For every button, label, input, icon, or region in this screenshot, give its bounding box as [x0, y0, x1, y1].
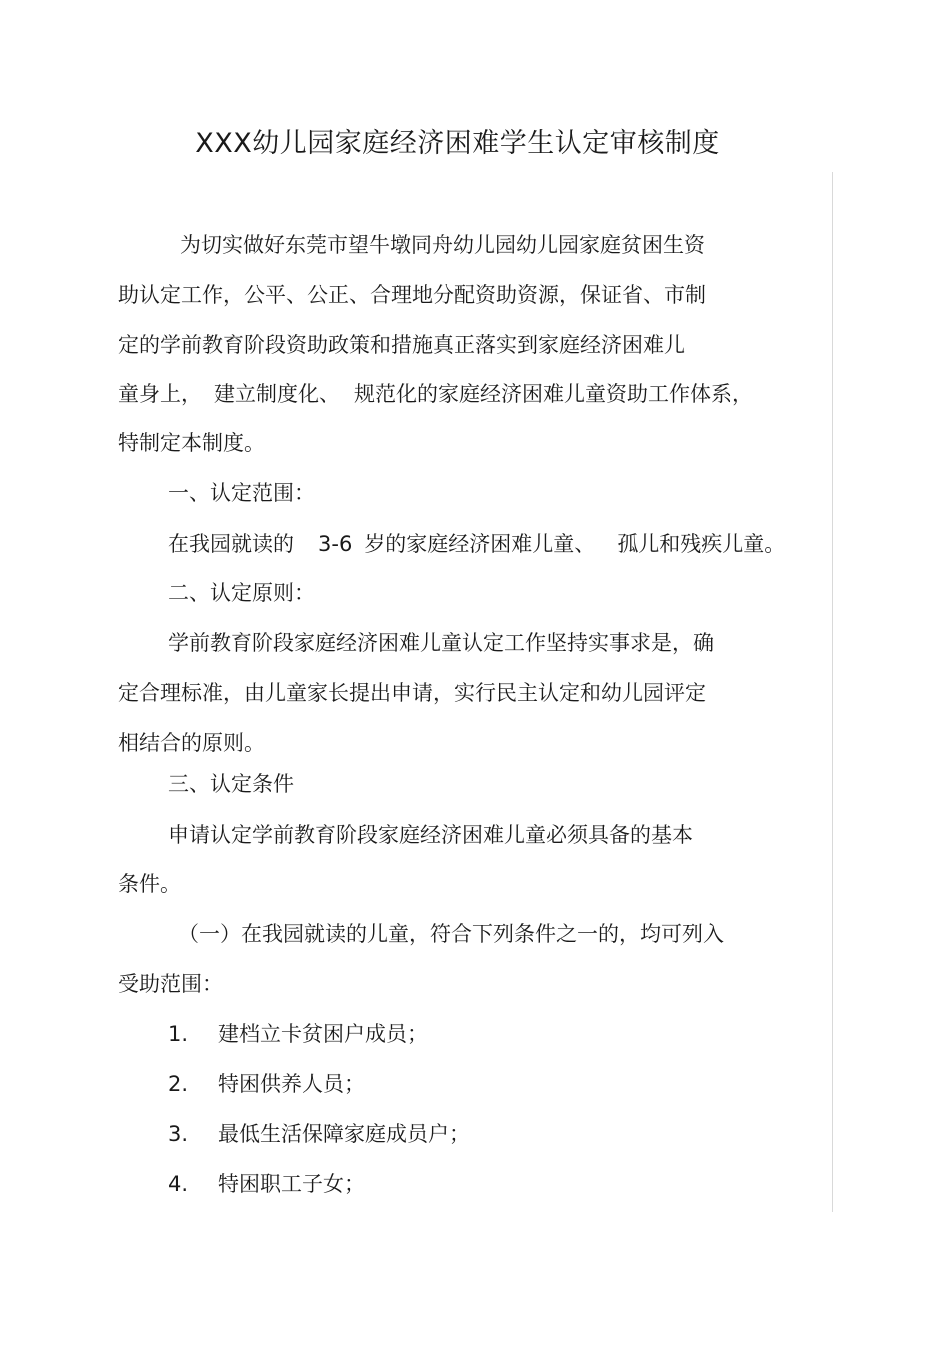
intro-line-4-part-2: 建立制度化、 — [214, 382, 340, 406]
section-2-line-3: 相结合的原则。 — [118, 731, 265, 755]
section-1-body — [168, 529, 785, 559]
section-2-heading: 二、认定原则： — [168, 581, 315, 605]
section-2-line-1: 学前教育阶段家庭经济困难儿童认定工作坚持实事求是，确 — [168, 631, 714, 655]
section-3-heading: 三、认定条件 — [168, 772, 294, 796]
intro-line-4-part-1: 童身上， — [118, 382, 202, 406]
list-item-number: 2. — [168, 1072, 189, 1096]
list-item-text: 最低生活保障家庭成员户； — [218, 1122, 470, 1146]
list-item-text: 特困职工子女； — [218, 1172, 365, 1196]
list-item-text: 特困供养人员； — [218, 1072, 365, 1096]
intro-line-5: 特制定本制度。 — [118, 431, 265, 455]
document-title: XXX幼儿园家庭经济困难学生认定审核制度 — [195, 128, 720, 159]
intro-line-4 — [118, 379, 753, 409]
page-edge-divider — [832, 172, 833, 1212]
section-1-part-3: 孤儿和残疾儿童。 — [617, 532, 786, 556]
list-item — [168, 1119, 470, 1149]
intro-line-2: 助认定工作，公平、公正、合理地分配资助资源，保证省、市制 — [118, 283, 706, 307]
section-3-sub-1-line-1: （一）在我园就读的儿童，符合下列条件之一的，均可列入 — [178, 922, 724, 946]
intro-line-3: 定的学前教育阶段资助政策和措施真正落实到家庭经济困难儿 — [118, 333, 685, 357]
section-3-line-2: 条件。 — [118, 872, 181, 896]
section-1-part-2: 岁的家庭经济困难儿童、 — [364, 532, 596, 556]
list-item-text: 建档立卡贫困户成员； — [218, 1022, 428, 1046]
list-item-number: 4. — [168, 1172, 189, 1196]
section-1-part-1: 在我园就读的 — [168, 532, 294, 556]
section-1-age-range: 3-6 — [318, 532, 353, 556]
intro-line-4-part-3: 规范化的家庭经济困难儿童资助工作体系， — [354, 382, 753, 406]
intro-line-1: 为切实做好东莞市望牛墩同舟幼儿园幼儿园家庭贫困生资 — [180, 233, 705, 257]
list-item — [168, 1019, 428, 1049]
list-item — [168, 1169, 365, 1199]
list-item — [168, 1069, 365, 1099]
list-item-number: 1. — [168, 1022, 189, 1046]
list-item-number: 3. — [168, 1122, 189, 1146]
section-3-line-1: 申请认定学前教育阶段家庭经济困难儿童必须具备的基本 — [168, 823, 693, 847]
section-1-heading: 一、认定范围： — [168, 481, 315, 505]
section-3-sub-1-line-2: 受助范围： — [118, 972, 223, 996]
section-2-line-2: 定合理标准，由儿童家长提出申请，实行民主认定和幼儿园评定 — [118, 681, 706, 705]
